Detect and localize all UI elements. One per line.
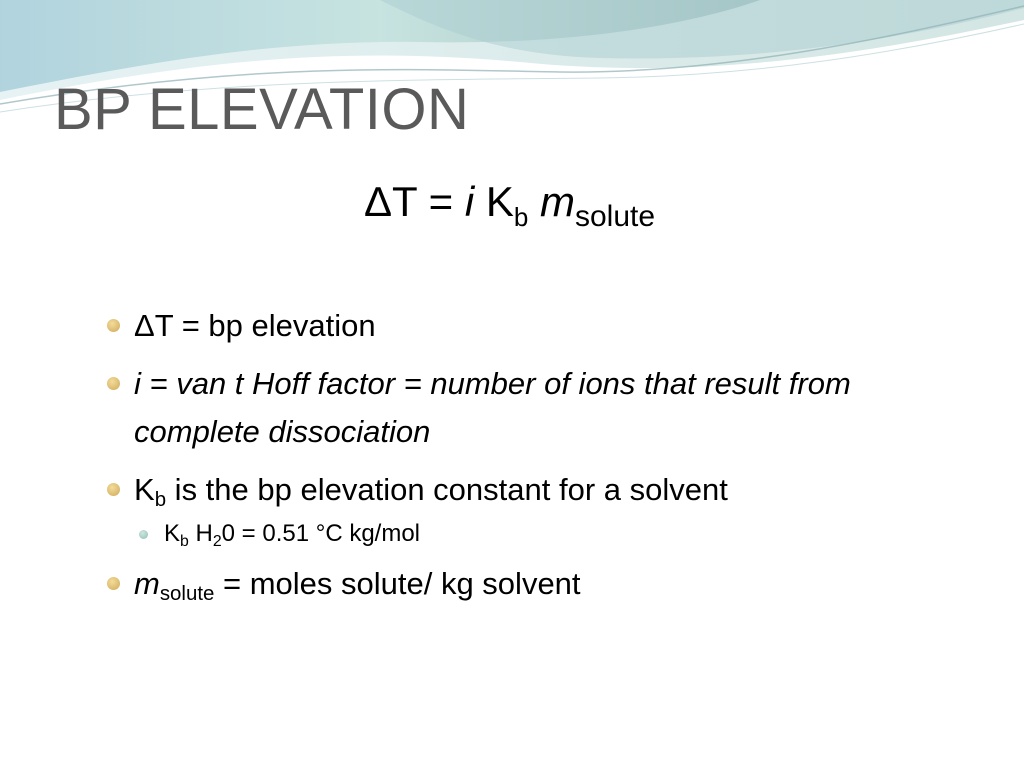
boiling-point-formula [364, 178, 655, 234]
bullet-kb [104, 466, 984, 514]
sub-bullet-k-subscript: b [180, 532, 189, 550]
formula-m-subscript: solute [575, 200, 656, 233]
bullet-dot-icon [107, 577, 120, 590]
bullet-text: = moles solute/ kg solvent [214, 566, 581, 601]
bullet-text: ΔT = bp elevation [134, 308, 376, 343]
bullet-dot-icon [107, 377, 120, 390]
formula-k: K [485, 178, 514, 225]
sub-bullet-k: K [164, 520, 181, 547]
formula-m: m [540, 178, 575, 225]
sub-bullet-h: H [188, 520, 213, 547]
bullet-list [104, 302, 984, 618]
bullet-vant-hoff [104, 360, 984, 456]
slide-title: BP ELEVATION [54, 77, 470, 142]
bullet-text: is the bp elevation constant for a solvent [166, 472, 728, 507]
bullet-kb-k: K [134, 472, 155, 507]
bullet-m: m [134, 566, 160, 601]
bullet-text: i = van t Hoff factor = number of ions that result from complete dissociation [134, 366, 851, 449]
bullet-molality [104, 560, 984, 608]
formula-delta-t: ΔT = [364, 178, 465, 225]
sub-bullet-dot-icon [139, 530, 148, 539]
bullet-dot-icon [107, 319, 120, 332]
bullet-m-subscript: solute [159, 582, 215, 606]
sub-bullet-kb-water [134, 516, 984, 552]
formula-i: i [464, 178, 475, 225]
sub-bullet-text: 0 = 0.51 °C kg/mol [221, 520, 421, 547]
bullet-delta-t [104, 302, 984, 350]
bullet-dot-icon [107, 483, 120, 496]
sub-bullet-h-subscript: 2 [212, 532, 222, 550]
bullet-kb-subscript: b [154, 488, 167, 512]
formula-k-subscript: b [513, 202, 529, 232]
